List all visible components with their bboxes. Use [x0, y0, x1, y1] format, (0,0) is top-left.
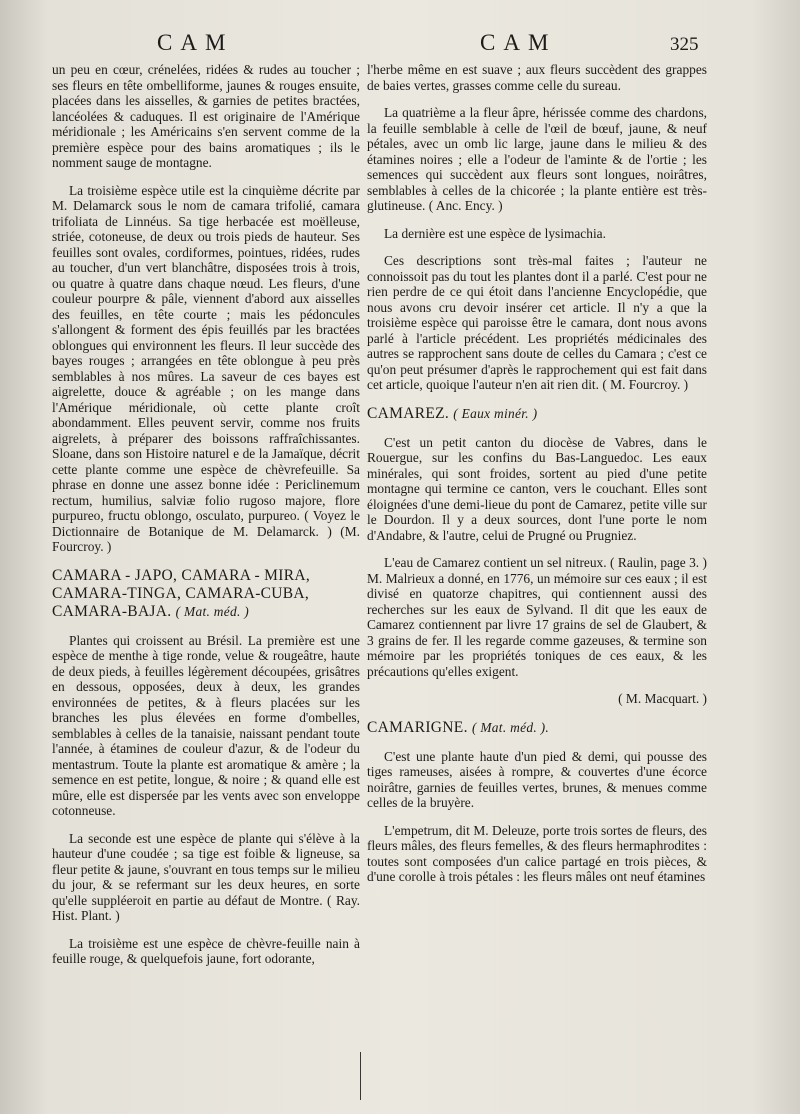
running-header	[0, 30, 800, 64]
right-column	[367, 62, 707, 1114]
entry-heading	[52, 567, 360, 621]
left-column	[52, 62, 360, 1114]
entry-subject-tag: ( Eaux minér. )	[453, 405, 538, 421]
paragraph: La seconde est une espèce de plante qui s'élève à la hauteur d'une coudée ; sa tige est foible & ligneuse, sa fleur petite & jaune, s'ouvrant en tous temps sur le milieu du jour, & se refermant sur les deux heures, en sorte qu'elle suppléeroit en partie au défaut de Montre. ( Ray. Hist. Plant. )	[52, 830, 360, 923]
entry-subject-tag: ( Mat. méd. ).	[471, 719, 550, 735]
paragraph: C'est un petit canton du diocèse de Vabres, dans le Rouergue, sur les confins du Bas-Languedoc. Les eaux minérales, qui sont froides, sortent au pied d'une petite montagne qui termine ce canton, vers le couchant. Elles sont éloignées d'une demi-lieue du pont de Camarez, petite ville sur le Dourdon. Il y a deux sources, dont l'une porte le nom d'Andabre, & l'autre, celui de Prugné ou Prugniez.	[367, 434, 707, 543]
paragraph: La dernière est une espèce de lysimachia.	[384, 225, 606, 241]
paragraph: L'eau de Camarez contient un sel nitreux. ( Raulin, page 3. ) M. Malrieux a donné, en 1776, un mémoire sur ces eaux ; il est divisé en quatorze chapitres, qui contiennent aussi des recherches sur les eaux de Sylvand. Il dit que les eaux de Camarez contiennent par livre 17 grains de sel de Glaubert, & 3 grains de fer. Il les regarde comme gazeuses, & termine son mémoire par les propriétés toniques de ces eaux, & les précautions qu'elles exigent.	[367, 555, 707, 679]
paragraph: La troisième espèce utile est la cinquième décrite par M. Delamarck sous le nom de camara trifolié, camara trifoliata de Linnéus. Sa tige herbacée est moëlleuse, striée, cotoneuse, de deux ou trois pieds de hauteur. Ses feuilles sont ovales, cordiformes, pointues, ridées, rudes au toucher, d'un vert blanchâtre, disposées trois à trois, ou quatre à quatre dans chaque nœud. Les fleurs, d'une couleur pourpre & pâle, viennent d'abord aux aisselles des feuilles, en tête courte ; mais les pédoncules s'allongent & forment des épis feuillés par les bractées oblongues qui environnent les fleurs. Il leur succède des bayes rouges ; arrangées en tête oblongue à peu près semblables à nos mûres. La saveur de ces bayes est aigrelette, douce & agréable ; on les mange dans l'Amérique méridionale, où cette plante croît abondamment. Elles peuvent servir, comme nos fruits aigrelets, à préparer des boissons raffraîchissantes. Sloane, dans son Histoire naturel e de la Jamaïque, décrit cette plante comme une espèce de chèvrefeuille. Sa phrase en donne une assez bonne idée : Periclinemum rectum, humilius, salviæ folio rugoso majore, flore purpureo, fructu oblongo, osculato, purpureo. ( Voyez le Dictionnaire de Botanique de M. Delamarck. ) (M. Fourcroy. )	[52, 182, 360, 554]
column-divider	[360, 1052, 361, 1100]
entry-title: CAMAREZ.	[367, 404, 450, 422]
entry-heading	[367, 405, 707, 423]
paragraph: La quatrième a la fleur âpre, hérissée comme des chardons, la feuille semblable à celle de l'œil de bœuf, jaune, & neuf pétales, avec un omb lic large, jaune dans le milieu & des étamines noires ; elle a l'odeur de l'aminte & de l'ortie ; les semences qui succèdent aux fleurs sont longues, noirâtres, semblables à celles de la chicorée ; la plante entière est très-glutineuse. ( Anc. Ency. )	[367, 105, 707, 213]
paragraph: un peu en cœur, crénelées, ridées & rudes au toucher ; ses fleurs en tête ombelliforme, jaunes & rouges ensuite, placées dans les aisselles, & garnies de petites bractées, lancéolées & caduques. Il est originaire de l'Amérique méridionale ; les Américains s'en servent comme de la première espèce pour des bains aromatiques ; ils le nomment sauge de montagne.	[52, 62, 360, 170]
header-left-word: CAM	[157, 30, 234, 55]
entry-title: CAMARIGNE.	[367, 718, 468, 736]
paragraph: Plantes qui croissent au Brésil. La première est une espèce de menthe à tige ronde, velue & rougeâtre, haute de deux pieds, à feuilles légèrement découpées, grisâtres en dessous, opposées, deux à deux, les grandes environnées de petites, & à fleurs placées sur les branches les plus élevées en forme d'ombelles, semblables à celles de la tanaisie, naissant pendant toute l'année, à étamines de couleur d'azur, & de l'odeur du mentastrum. Toute la plante est aromatique & amère ; la semence en est petite, longue, & noire ; & quand elle est mûre, elle est dispersée par les vents avec son enveloppe cotonneuse.	[52, 632, 360, 818]
page-number: 325	[670, 34, 699, 55]
paragraph: l'herbe même en est suave ; aux fleurs succèdent des grappes de baies vertes, grasses comme celle du sureau.	[367, 62, 707, 93]
entry-title: CAMARA - JAPO, CAMARA - MIRA, CAMARA-TINGA, CAMARA-CUBA, CAMARA-BAJA.	[52, 566, 311, 620]
author-signature: ( M. Macquart. )	[618, 691, 707, 706]
paragraph: Ces descriptions sont très-mal faites ; l'auteur ne connoissoit pas du tout les plantes dont il a parlé. C'est pour ne rien perdre de ce qui étoit dans l'ancienne Encyclopédie, que nous avons cru devoir insérer cet article. Il n'y a que la troisième espèce qui paroisse être le camara, dont nous avons parlé à l'article précédent. Les propriétés médicinales des autres se rapprochent sans doute de celles du Camara ; c'est ce qu'on peut présumer d'après le rapprochement qui est fait dans cet article, quoique l'auteur n'en ait rien dit. ( M. Fourcroy. )	[367, 253, 707, 392]
entry-subject-tag: ( Mat. méd. )	[175, 603, 250, 619]
paragraph: C'est une plante haute d'un pied & demi, qui pousse des tiges rameuses, aisées à rompre, & couvertes d'une écorce noirâtre, garnies de feuilles vertes, brunes, & menues comme celles de la bruyère.	[367, 748, 707, 810]
entry-heading	[367, 719, 707, 737]
paragraph: La troisième est une espèce de chèvre-feuille nain à feuille rouge, & quelquefois jaune, fort odorante,	[52, 935, 360, 966]
paragraph: L'empetrum, dit M. Deleuze, porte trois sortes de fleurs, des fleurs mâles, des fleurs femelles, & des fleurs hermaphrodites : toutes sont composées d'un calice partagé en trois pièces, & d'une corolle à trois pétales : les fleurs mâles ont neuf étamines	[367, 822, 707, 884]
header-right-word: CAM	[480, 30, 557, 55]
